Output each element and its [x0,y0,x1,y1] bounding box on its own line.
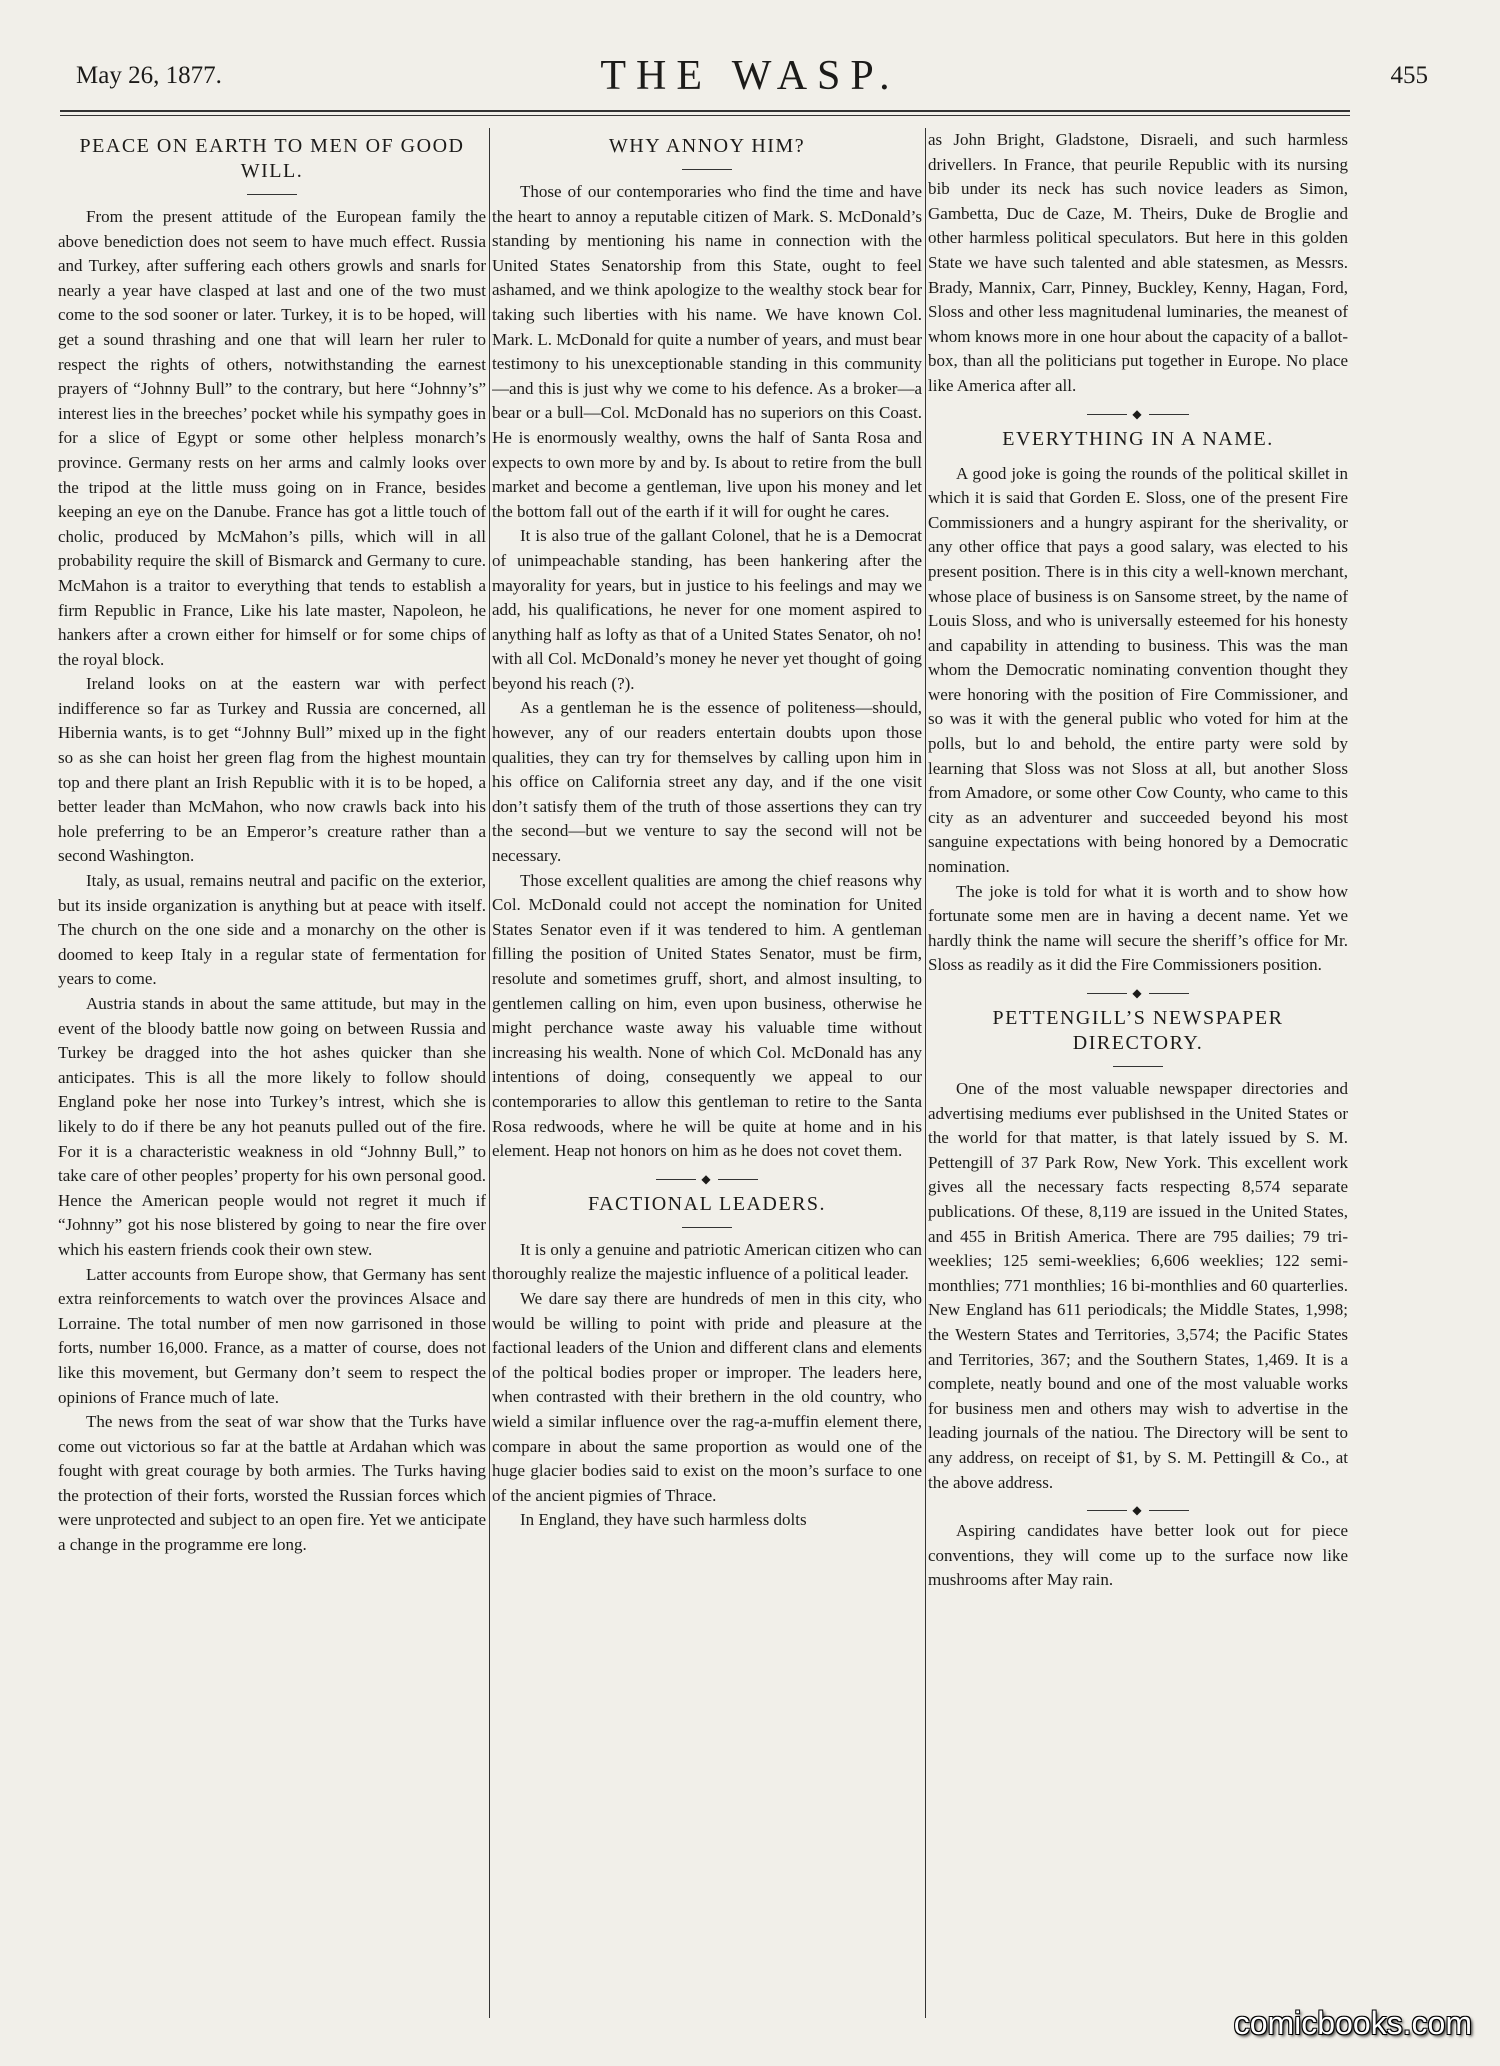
article-paragraph: The joke is told for what it is worth and to show how fortunate some men are in having a decent name. Yet we hardly think the name will secure the sheriff’s office for Mr. Sloss as readily as it did the Fire Commissioners position. [928,881,1348,975]
closing-note: Aspiring candidates have better look out for piece conventions, they will come up to the surface now like mushrooms after May rain. [928,1521,1348,1590]
article-title: PETTENGILL’S NEWSPAPER DIRECTORY. [992,1007,1284,1054]
page-number: 455 [1390,62,1428,89]
section-ornament: ◆ [928,986,1348,1000]
column-1 [58,128,486,2026]
article-paragraph: Italy, as usual, remains neutral and pacific on the exterior, but its inside organization is anything but at peace with itself. The church on the one side and a monarchy on the other is doomed to keep Italy in a regular state of fermentation for years to come. [58,871,486,989]
section-ornament: ◆ [928,1503,1348,1517]
article-paragraph: A good joke is going the rounds of the political skillet in which it is said that Gorden E. Sloss, one of the present Fire Commissioners and a hungry aspirant for the sherivality, or any other office that pays a good salary, was elected to his present position. There is in this city a well-known merchant, whose place of business is on Sansome street, by the name of Louis Sloss, and who is universally esteemed for his honesty and capability in attending to business. This was the man whom the Democratic nominating convention thought they were honoring with the position of Fire Commissioner, and so was it with the general public who voted for him at the polls, but lo and behold, the entire party were sold by learning that Sloss was not Sloss at all, but another Sloss from Amadore, or some other Cow County, who came to this city as an adventurer and succeeded beyond his most sanguine expectations with being honored by a Democratic nomination. [928,463,1348,877]
masthead [60,52,1440,102]
article-paragraph: It is only a genuine and patriotic American citizen who can thoroughly realize the majestic influence of a political leader. [492,1239,922,1284]
site-watermark: comicbooks.com [1233,2005,1472,2041]
title-rule [247,194,297,195]
article-paragraph: Those of our contemporaries who find the time and have the heart to annoy a reputable citizen of Mark. S. McDonald’s standing by mentioning his name in connection with the United States Senatorship from this State, ought to feel ashamed, and we think apologize to the wealthy stock bear for taking such liberties with his name. We have known Col. Mark. L. McDonald for quite a number of years, and must bear testimony to his unexceptionable standing in this community—and this is just why we come to his defence. As a broker—a bear or a bull—Col. McDonald has no superiors on this Coast. He is enormously wealthy, owns the half of Santa Rosa and expects to own more by and by. Is about to retire from the bull market and become a gentleman, live upon his money and let the bottom fall out of the earth if it will for ought he cares. [492,182,922,521]
article-paragraph: Ireland looks on at the eastern war with perfect indifference so far as Turkey and Russia are concerned, all Hibernia wants, is to get “Johnny Bull” mixed up in the fight so as she can hoist her green flag from the highest mountain top and there plant an Irish Republic with it is to be hoped, a better leader than McMahon, who now crawls back into his hole preferring to be an Emperor’s creature rather than a second Washington. [58,674,486,866]
article-paragraph: We dare say there are hundreds of men in this city, who would be willing to point with pride and pleasure at the factional leaders of the Union and different clans and elements of the poltical bodies proper or improper. The leaders here, when contrasted with their brethern in the old country, who wield a similar influence over the rag-a-muffin element there, compare in about the same proportion as would one of the huge glacier bodies said to exist on the moon’s surface to one of the ancient pigmies of Thrace. [492,1288,922,1505]
article-paragraph: It is also true of the gallant Colonel, that he is a Democrat of unimpeachable standing, has been hankering after the mayorality for years, but in justice to his feelings and may we add, his qualifications, he never for one moment aspired to anything half as lofty as that of a United States Senator, oh no! with all Col. McDonald’s money he never yet thought of going beyond his reach (?). [492,526,922,693]
column-3 [928,128,1348,2026]
section-ornament: ◆ [492,1172,922,1186]
column-divider-1 [489,128,490,2018]
title-rule [682,1227,732,1228]
masthead-rule-top [60,110,1350,112]
masthead-rule-bottom [60,115,1350,116]
article-paragraph: From the present attitude of the European family the above benediction does not seem to have much effect. Russia and Turkey, after suffering each others growls and snarls for nearly a year have clasped at last and one of the two must come to the sod sooner or later. Turkey, it is to be hoped, will get a sound thrashing and one that will learn her ruler to respect the rights of others, notwithstanding the earnest prayers of “Johnny Bull” to the contrary, but here “Johnny’s” interest lies in the breeches’ pocket while his sympathy goes in for a slice of Egypt or some other helpless monarch’s province. Germany rests on her arms and calmly looks over the tripod at the little muss going on in France, besides keeping an eye on the Danube. France has got a little touch of cholic, produced by McMahon’s pills, which will in all probability require the skill of Bismarck and Germany to cure. McMahon is a traitor to everything that tends to establish a firm Republic in France, Like his late master, Napoleon, he hankers after a crown either for himself or for some chips of the royal block. [58,207,486,669]
article-paragraph: The news from the seat of war show that the Turks have come out victorious so far at the battle at Ardahan which was fought with great courage by both armies. The Turks having the protection of their forts, worsted the Russian forces which were unprotected and subject to an open fire. Yet we anticipate a change in the programme ere long. [58,1412,486,1555]
article-continuation: as John Bright, Gladstone, Disraeli, and such harmless drivellers. In France, that peurile Republic with its nursing bib under its neck has such novice leaders as Simon, Gambetta, Duc de Caze, M. Theirs, Duke de Broglie and other harmless political speculators. But here in this golden State we have such talented and able statesmen, as Messrs. Brady, Mannix, Carr, Pinney, Buckley, Kenny, Hagan, Ford, Sloss and other less magnitudenal luminaries, the meanest of whom knows more in one hour about the capacity of a ballot-box, than all the politicians put together in Europe. No place like America after all. [928,130,1348,395]
article-paragraph: Latter accounts from Europe show, that Germany has sent extra reinforcements to watch over the provinces Alsace and Lorraine. The total number of men now garrisoned in those forts, number 16,000. France, as a matter of course, does not like this movement, but Germany don’t seem to respect the opinions of France much of late. [58,1264,486,1407]
title-rule [1113,1066,1163,1067]
article-paragraph: In England, they have such harmless dolts [520,1510,807,1530]
section-ornament: ◆ [928,407,1348,421]
article-paragraph: Those excellent qualities are among the chief reasons why Col. McDonald could not accept the nomination for United States Senator even if it was tendered to him. A gentleman filling the position of United States Senator, must be firm, resolute and sometimes gruff, short, and almost insulting, to gentlemen calling on him, even upon business, otherwise he might perchance waste away his valuable time without increasing his wealth. None of which Col. McDonald has any intentions of doing, consequently we appeal to our contemporaries to allow this gentleman to retire to the Santa Rosa redwoods, where he will be quite at home and in his element. Heap not honors on him as he does not covet them. [492,870,922,1161]
article-title: PEACE ON EARTH TO MEN OF GOOD WILL. [79,135,465,182]
article-title: EVERYTHING IN A NAME. [1002,427,1274,450]
column-divider-2 [925,128,926,2018]
article-title: WHY ANNOY HIM? [608,135,806,157]
article-paragraph: As a gentleman he is the essence of politeness—should, however, any of our readers entertain doubts upon those qualities, they can try for themselves by calling upon him in his office on California street any day, and if the one visit don’t satisfy them of the truth of those assertions they can try the second—but we venture to say the second will not be necessary. [492,698,922,866]
newspaper-title: THE WASP. [600,53,900,99]
issue-date: May 26, 1877. [76,62,222,89]
article-title: FACTIONAL LEADERS. [587,1192,827,1215]
article-paragraph: One of the most valuable newspaper directories and advertising mediums ever publishsed in the United States or the world for that matter, is that lately issued by S. M. Pettengill of 37 Park Row, New York. This excellent work gives all the necessary facts respecting 8,574 separate publications. Of these, 8,119 are issued in the United States, and 455 in British America. There are 795 dailies; 79 tri-weeklies; 125 semi-weeklies; 6,606 weeklies; 122 semi-monthlies; 771 monthlies; 16 bi-monthlies and 60 quarterlies. New England has 611 periodicals; the Middle States, 1,998; the Western States and Territories, 3,574; the Pacific States and Territories, 367; and the Southern States, 1,469. It is a complete, neatly bound and one of the most valuable works for business men and others may wish to advertise in the leading journals of the natiou. The Directory will be sent to any address, on receipt of $1, by S. M. Pettingill & Co., at the above address. [928,1079,1348,1492]
article-paragraph: Austria stands in about the same attitude, but may in the event of the bloody battle now going on between Russia and Turkey be dragged into the hot ashes quicker than she anticipates. This is all the more likely to follow should England poke her nose into Turkey’s intrest, which she is likely to do if there be any hot peanuts pulled out of the fire. For it is a characteristic weakness in old “Johnny Bull,” to take care of other peoples’ property for his own personal good. Hence the American people would not regret it much if “Johnny” got his nose blistered by going to near the fire over which his eastern friends cook their own stew. [58,994,486,1259]
column-2 [492,128,922,2026]
title-rule [682,169,732,170]
